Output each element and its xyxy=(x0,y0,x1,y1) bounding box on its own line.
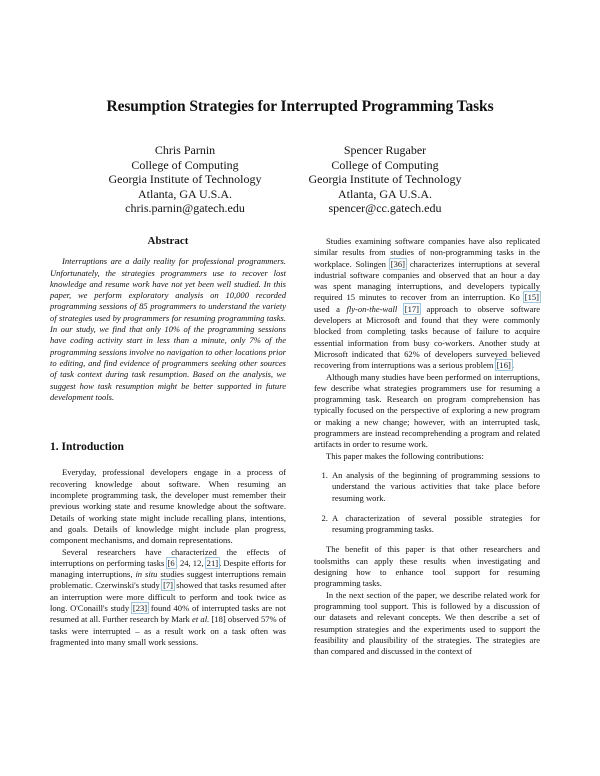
text-run xyxy=(397,304,404,314)
body-paragraph: The benefit of this paper is that other researchers and toolsmiths can apply these results when investigating and designing how to enhance tool support for resuming programming tasks. xyxy=(314,544,540,589)
section-heading-introduction: 1. Introduction xyxy=(50,441,124,454)
author-name: Chris Parnin xyxy=(154,143,216,157)
author-location: Atlanta, GA U.S.A. xyxy=(138,186,232,201)
citation-link[interactable]: 21] xyxy=(206,557,219,568)
text-run: characterizes interruptions at several industrial software companies and observed that an hour a day was spent managing interruptions, and developers typically required 15 minutes to recover from an interruption. Ko xyxy=(314,258,540,303)
text-run: approach to observe software developers at Microsoft and found that they were commonly blocked from completing tasks because of failure to acquire essential information from busy co-workers. Another study at Microsoft indicated that 62% of developers surveyed believed recovering from interruptions was a serious problem xyxy=(314,303,541,371)
text-run: . xyxy=(511,360,514,371)
text-run: Several researchers have characterized the effects of interruptions on performing tasks xyxy=(50,546,286,568)
text-run: used a xyxy=(314,303,347,314)
text-run: found 40% of interrupted tasks are not resumed at all. Further research by Mark xyxy=(50,603,286,625)
text-run: [18] observed 57% of tasks were interrupted – as a result work on a task often was fragmented into many small work sessions. xyxy=(50,614,286,647)
author-block-1 xyxy=(100,143,270,216)
list-item: 2. A characterization of several possible strategies for resuming programming tasks. xyxy=(330,513,540,536)
body-paragraph: Although many studies have been performed on interruptions, few describe what strategies programmers use for resuming a programming task. Research on program comprehension has typically focused on the perspective of exploring a new program or making a new change; however, with an interrupted task, programmers are instead recomprehending a program and related artifacts in order to resume work. xyxy=(314,371,540,450)
intro-paragraph-1: Everyday, professional developers engage in a process of recovering knowledge about software. When resuming an incomplete programming task, the developer must remember their previous working state and resume knowledge about the software. Details of working state might include recalling plans, intentions, and goals. Details of knowledge might include plan progress, component mechanisms, and domain representations. xyxy=(50,467,286,546)
body-paragraph: This paper makes the following contributions: xyxy=(326,450,484,461)
abstract-heading: Abstract xyxy=(147,235,189,247)
citation-link[interactable]: [6 xyxy=(167,557,175,568)
citation-link[interactable]: [36] xyxy=(390,258,406,269)
paper-title: Resumption Strategies for Interrupted Programming Tasks xyxy=(106,98,494,115)
left-column xyxy=(50,236,286,648)
author-department: College of Computing xyxy=(331,157,439,172)
author-institution: Georgia Institute of Technology xyxy=(308,172,462,187)
citation-link[interactable]: [7] xyxy=(163,580,174,591)
text-run: showed that tasks resumed after an interruption were more difficult to perform and took twice as long. O'Conaill's study xyxy=(50,580,286,614)
author-institution: Georgia Institute of Technology xyxy=(108,172,262,187)
text-run: , 24, 12, xyxy=(175,557,206,568)
intro-paragraph-2 xyxy=(50,547,286,649)
text-run: studies suggest interruptions remain problematic. Czerwinski's study xyxy=(50,569,286,591)
author-location: Atlanta, GA U.S.A. xyxy=(338,186,432,201)
citation-link[interactable]: [15] xyxy=(524,292,539,303)
author-email: chris.parnin@gatech.edu xyxy=(125,201,245,216)
emphasis-text: et al. xyxy=(192,614,210,625)
right-column xyxy=(314,236,540,657)
emphasis-text: in situ xyxy=(135,569,158,580)
citation-link[interactable]: [17] xyxy=(404,303,420,314)
text-run: . Despite efforts for managing interruptions, xyxy=(50,557,286,580)
author-name: Spencer Rugaber xyxy=(343,143,427,157)
abstract-text: Interruptions are a daily reality for professional programmers. Unfortunately, the strategies programmers use to recover lost knowledge and resume work have not yet been well studied. In this paper, we perform exploratory analysis on 10,000 recorded programming sessions of 85 programmers to understand the variety of strategies used by programmers for resuming programming tasks. In our study, we find that only 10% of the programming sessions have coding activity start in less than a minute, only 7% of the programming sessions involve no navigation to other locations prior to editing, and find evidence of programmers seeking other sources of task context during task resumption. Based on the analysis, we suggest how task resumption might be better supported in future development tools. xyxy=(50,256,286,402)
body-paragraph xyxy=(314,236,540,372)
list-item: 1. An analysis of the beginning of programming sessions to understand the various activities that take place before resuming work. xyxy=(330,470,540,504)
citation-link[interactable]: [23] xyxy=(132,603,148,614)
text-run: Studies examining software companies have also replicated similar results from studies of non-programming tasks in the workplace. Solingen xyxy=(314,236,540,269)
contributions-list xyxy=(314,470,540,535)
author-email: spencer@cc.gatech.edu xyxy=(328,201,442,216)
citation-link[interactable]: [16] xyxy=(496,360,511,371)
author-department: College of Computing xyxy=(131,157,239,172)
body-paragraph: In the next section of the paper, we describe related work for programming tool support. This is followed by a discussion of our datasets and relevant concepts. We then describe a set of resumption strategies and the experiments used to support the feasibility and plausibility of the strategies. The strategies are than compared and discussed in the context of xyxy=(314,589,540,657)
emphasis-text: fly-on-the-wall xyxy=(346,303,398,314)
author-block-2 xyxy=(300,143,470,216)
